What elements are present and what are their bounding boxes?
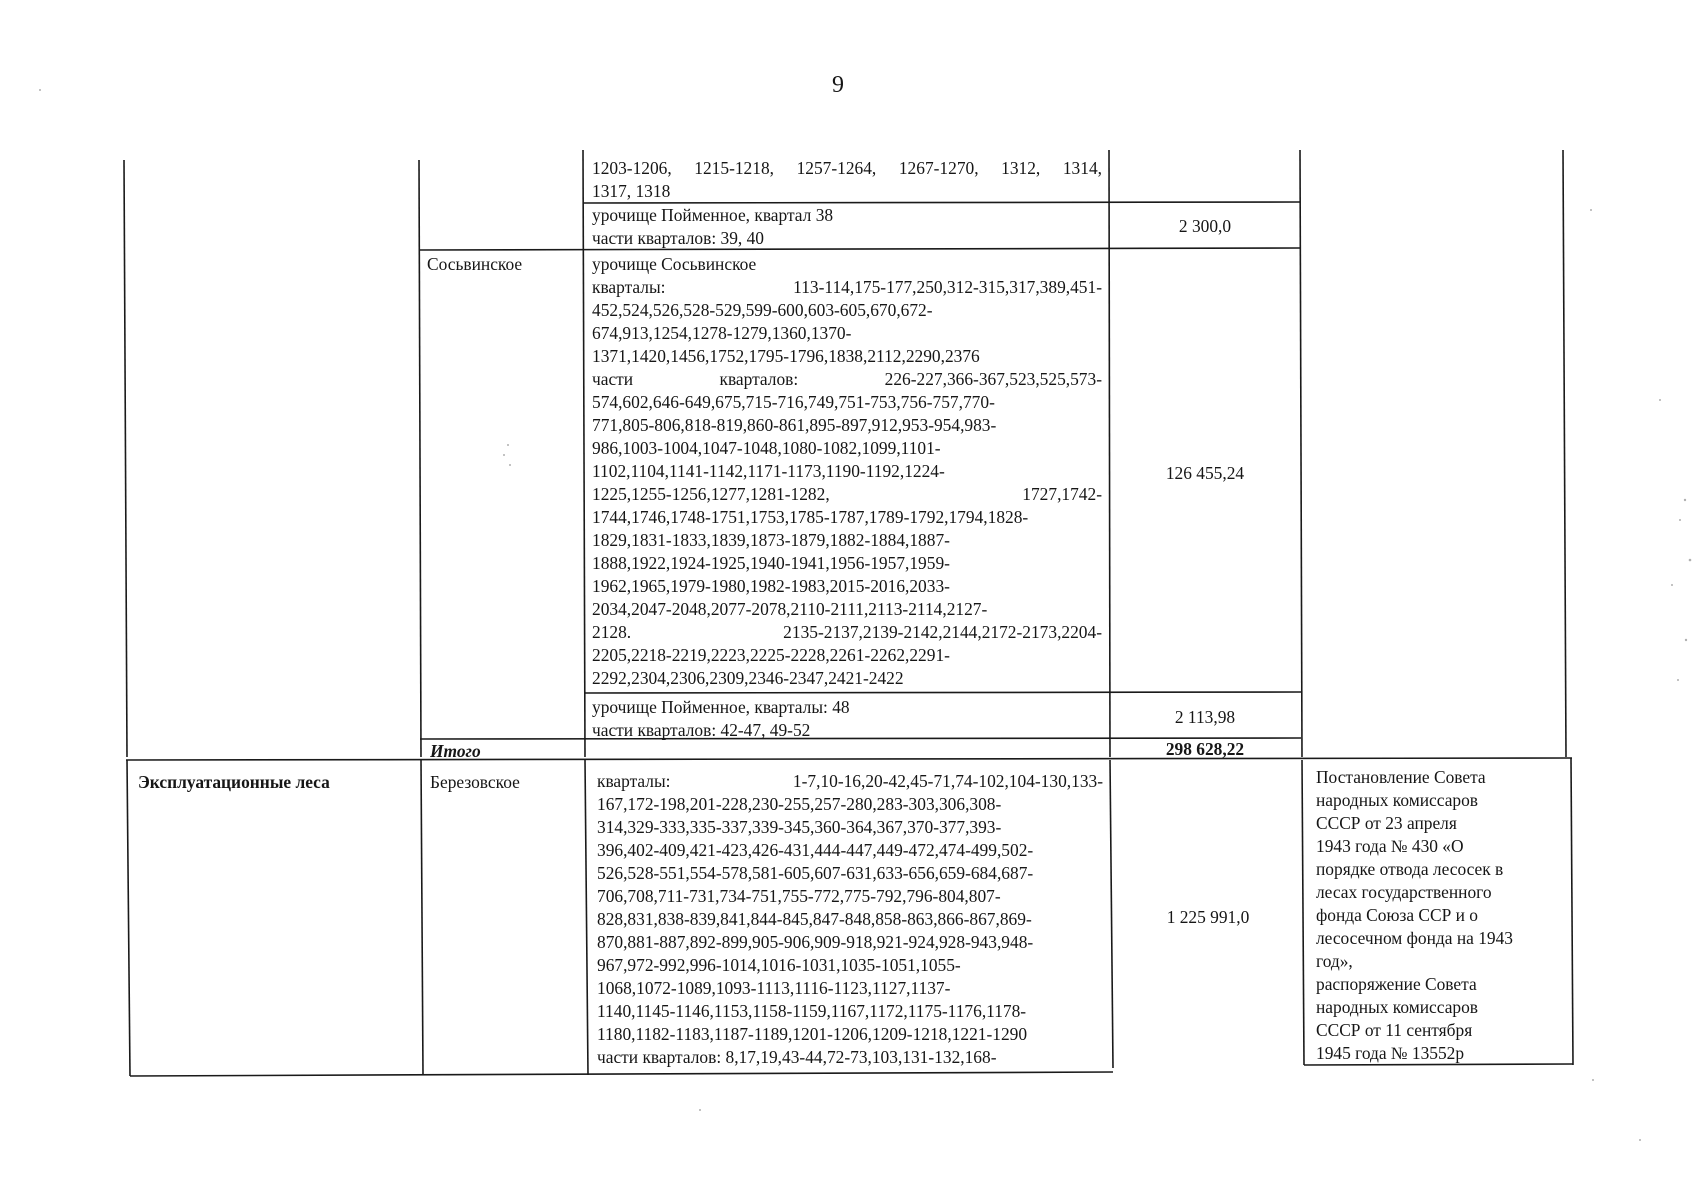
text-line: 674,913,1254,1278-1279,1360,1370- [592,323,852,343]
text-line: кварталы: 113-114,175-177,250,312-315,317,389,451- [592,277,1102,297]
berezovskoe-area: 1 225 991,0 [1166,907,1250,927]
text-line: народных комиссаров [1316,790,1479,810]
text-line: лесосечном фонда на 1943 [1316,928,1514,948]
forestry-sosvinskoe: Сосьвинское [427,254,523,274]
poimennoe-48-area: 2 113,98 [1174,707,1236,727]
text-line: 167,172-198,201-228,230-255,257-280,283-303,306,308- [597,794,1002,814]
text-line: урочище Сосьвинское [592,254,757,274]
text-line: народных комиссаров [1316,997,1479,1017]
text-line: 2034,2047-2048,2077-2078,2110-2111,2113-2114,2127- [592,599,988,619]
text-line: 1371,1420,1456,1752,1795-1796,1838,2112,2290,2376 [592,346,980,366]
text-line: части кварталов: 226-227,366-367,523,525,573- [592,369,1102,389]
page-number: 9 [832,72,844,98]
poimennoe-38-area: 2 300,0 [1178,216,1232,236]
text-line: СССР от 11 сентября [1316,1020,1473,1040]
text-line: 2128. 2135-2137,2139-2142,2144,2172-2173,2204- [592,622,1102,642]
text-line: 1068,1072-1089,1093-1113,1116-1123,1127,1137- [597,978,951,998]
text-line: урочище Пойменное, квартал 38 [592,205,834,225]
text-line: порядке отвода лесосек в [1316,859,1504,879]
text-line: 396,402-409,421-423,426-431,444-447,449-472,474-499,502- [597,840,1034,860]
text-line: кварталы: 1-7,10-16,20-42,45-71,74-102,104-130,133- [597,771,1103,791]
text-line: 2292,2304,2306,2309,2346-2347,2421-2422 [592,668,904,688]
text-line: части кварталов: 8,17,19,43-44,72-73,103,131-132,168- [597,1047,997,1067]
text-line: 1888,1922,1924-1925,1940-1941,1956-1957,1959- [592,553,950,573]
text-line: 574,602,646-649,675,715-716,749,751-753,756-757,770- [592,392,995,412]
text-line: 1317, 1318 [592,181,671,201]
text-line: урочище Пойменное, кварталы: 48 [592,697,850,717]
text-line: части кварталов: 42-47, 49-52 [592,720,811,740]
text-line: 2205,2218-2219,2223,2225-2228,2261-2262,2291- [592,645,950,665]
text-line: распоряжение Совета [1316,974,1477,994]
text-line: 1829,1831-1833,1839,1873-1879,1882-1884,1887- [592,530,950,550]
text-line: год», [1316,951,1353,971]
text-line: 1945 года № 13552р [1316,1043,1465,1063]
total-label: Итого [430,742,481,760]
text-line: 1102,1104,1141-1142,1171-1173,1190-1192,1224- [592,461,945,481]
text-line: 1962,1965,1979-1980,1982-1983,2015-2016,2033- [592,576,950,596]
category-exploitation-forests: Эксплуатационные леса [138,772,330,792]
text-line: части кварталов: 39, 40 [592,228,764,248]
text-line: 771,805-806,818-819,860-861,895-897,912,953-954,983- [592,415,997,435]
text-line: 1140,1145-1146,1153,1158-1159,1167,1172,1175-1176,1178- [597,1001,1027,1021]
sosvinskoe-area: 126 455,24 [1165,463,1245,483]
text-line: СССР от 23 апреля [1316,813,1457,833]
text-line: 314,329-333,335-337,339-345,360-364,367,370-377,393- [597,817,1002,837]
text-line: 526,528-551,554-578,581-605,607-631,633-656,659-684,687- [597,863,1034,883]
text-line: 706,708,711-731,734-751,755-772,775-792,796-804,807- [597,886,1001,906]
text-line: 1180,1182-1183,1187-1189,1201-1206,1209-1218,1221-1290 [597,1024,1028,1044]
text-line: лесах государственного [1316,882,1492,902]
text-line: 967,972-992,996-1014,1016-1031,1035-1051,1055- [597,955,961,975]
text-line: 870,881-887,892-899,905-906,909-918,921-924,928-943,948- [597,932,1034,952]
text-line: 1203-1206, 1215-1218, 1257-1264, 1267-1270, 1312, 1314, [592,158,1102,178]
text-line: 1225,1255-1256,1277,1281-1282, 1727,1742- [592,484,1102,504]
forestry-berezovskoe: Березовское [430,772,520,792]
text-line: 986,1003-1004,1047-1048,1080-1082,1099,1101- [592,438,941,458]
text-line: Постановление Совета [1316,767,1486,787]
text-line: фонда Союза ССР и о [1316,905,1478,925]
text-line: 828,831,838-839,841,844-845,847-848,858-863,866-867,869- [597,909,1032,929]
text-line: 452,524,526,528-529,599-600,603-605,670,672- [592,300,933,320]
text-line: 1943 года № 430 «О [1316,836,1464,856]
text-line: 1744,1746,1748-1751,1753,1785-1787,1789-1792,1794,1828- [592,507,1029,527]
total-value: 298 628,22 [1165,740,1245,759]
